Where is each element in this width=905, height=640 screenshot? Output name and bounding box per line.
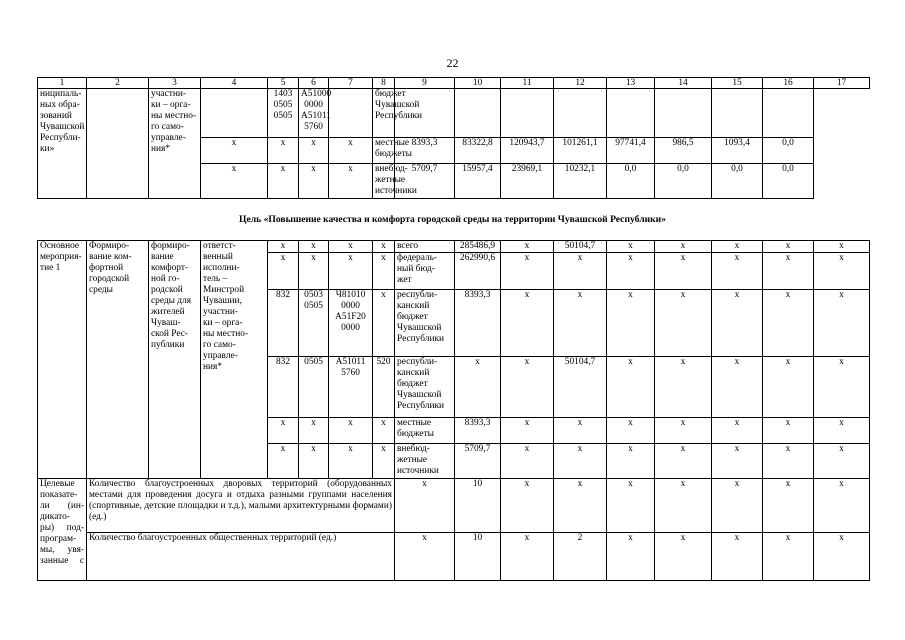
cell-c7: x: [299, 164, 329, 199]
value-cell: 285486,9: [455, 241, 501, 253]
cell-line: А51000: [301, 89, 332, 99]
value-cell: 0,0: [763, 164, 814, 199]
table-main-activity: [37, 240, 870, 581]
cell-line: ответст-: [203, 241, 236, 251]
cell-c8: x: [373, 253, 395, 290]
cell-c5: x: [268, 418, 299, 444]
cell-line: Целевые: [40, 479, 75, 489]
cell-c5: x: [201, 164, 268, 199]
value-cell: 0,0: [763, 138, 814, 164]
value-cell: 23969,1: [501, 164, 554, 199]
cell-c5: 832: [268, 290, 299, 357]
value-cell: x: [763, 418, 814, 444]
cell-line: А51F20: [335, 312, 366, 322]
cell-line: ной го-: [151, 274, 180, 284]
cell-c8: x: [373, 241, 395, 253]
cell-c1: [38, 241, 87, 479]
value-cell: x: [763, 357, 814, 418]
cell-line: показате-: [40, 490, 78, 500]
cell-line: Минстрой: [203, 285, 245, 295]
value-cell: x: [501, 479, 554, 533]
value-cell: x: [712, 253, 763, 290]
cell-line: ки»: [40, 144, 55, 154]
table-row: [38, 241, 870, 253]
cell-c7: [299, 89, 332, 138]
cell-c7: [329, 357, 373, 418]
value-cell: 5709,7: [395, 164, 455, 199]
header-cell: 15: [712, 78, 763, 89]
value-cell: x: [814, 533, 870, 581]
cell-line: Чувашской: [397, 323, 442, 333]
value-cell: x: [655, 253, 712, 290]
cell-line: ны местно-: [203, 329, 249, 339]
cell-c7: x: [329, 444, 373, 479]
indicator-row: [38, 533, 870, 581]
header-cell: 17: [814, 78, 870, 89]
cell-line: среды: [89, 285, 113, 295]
cell-c8: 520: [373, 357, 395, 418]
cell-c2: [38, 89, 87, 199]
cell-line: местные: [375, 138, 410, 148]
cell-c8: x: [329, 138, 373, 164]
cell-line: родской: [151, 285, 183, 295]
value-cell: 83322,8: [455, 138, 501, 164]
cell-line: бюджеты: [397, 429, 434, 439]
cell-line: 5760: [304, 122, 323, 132]
cell-line: Чуваш-: [151, 318, 181, 328]
cell-line: дикато-: [40, 512, 70, 522]
cell-c3: [149, 241, 201, 479]
value-cell: x: [501, 290, 554, 357]
value-cell: 5709,7: [455, 444, 501, 479]
cell-line: ки – орга-: [151, 100, 191, 110]
cell-c6: x: [299, 418, 329, 444]
value-cell: x: [712, 479, 763, 533]
header-cell: 13: [607, 78, 655, 89]
value-cell: 97741,4: [607, 138, 655, 164]
cell-c7: x: [329, 418, 373, 444]
value-cell: 101261,1: [554, 138, 607, 164]
goal-title: Цель «Повышение качества и комфорта городской среды на территории Чувашской Республики»: [239, 214, 666, 225]
value-cell: 262990,6: [455, 253, 501, 290]
value-cell: x: [501, 253, 554, 290]
cell-line: ли (ин-: [40, 501, 84, 511]
cell-line: канский: [397, 301, 430, 311]
value-cell: 120943,7: [501, 138, 554, 164]
cell-line: местные: [397, 418, 432, 428]
value-cell: x: [814, 444, 870, 479]
cell-line: республи-: [397, 290, 438, 300]
value-cell: x: [655, 533, 712, 581]
value-cell: 8393,3: [455, 290, 501, 357]
cell-line: мероприя-: [40, 252, 82, 262]
header-cell: 9: [395, 78, 455, 89]
value-cell: x: [814, 418, 870, 444]
cell-c8: x: [329, 164, 373, 199]
value-cell: x: [814, 479, 870, 533]
cell-line: ных обра-: [40, 100, 80, 110]
cell-c9: [373, 89, 423, 138]
cell-line: вание: [151, 252, 174, 262]
value-cell: x: [763, 533, 814, 581]
cell-c6: x: [299, 241, 329, 253]
cell-c9: [373, 164, 417, 199]
value-cell: 50104,7: [554, 357, 607, 418]
value-cell: x: [763, 290, 814, 357]
cell-line: участни-: [151, 89, 186, 99]
value-cell: x: [395, 533, 455, 581]
header-cell: 6: [299, 78, 329, 89]
cell-c8: x: [373, 418, 395, 444]
cell-line: ния*: [203, 362, 223, 372]
cell-c9: [395, 241, 455, 253]
cell-c5: x: [268, 444, 299, 479]
value-cell: x: [607, 357, 655, 418]
value-cell: x: [655, 290, 712, 357]
value-cell: x: [501, 357, 554, 418]
header-cell: 7: [329, 78, 373, 89]
header-cell: 1: [38, 78, 87, 89]
cell-line: 1403: [273, 89, 293, 99]
cell-line: зований: [40, 111, 72, 121]
value-cell: x: [455, 357, 501, 418]
cell-line: Республики: [397, 334, 445, 344]
cell-line: среды для: [151, 296, 192, 306]
value-cell: x: [814, 253, 870, 290]
indicator-text: Количество благоустроенных дворовых территорий (оборудованных местами для проведения досуга и отдыха разными группами населения (спортивные, детские площадки и т.д.), малыми архитектурными формами) (ед.): [87, 479, 395, 533]
value-cell: 15957,4: [455, 164, 501, 199]
value-cell: x: [607, 444, 655, 479]
cell-c2: [87, 241, 149, 479]
value-cell: x: [655, 241, 712, 253]
cell-c6: x: [299, 253, 329, 290]
value-cell: x: [655, 418, 712, 444]
value-cell: x: [712, 290, 763, 357]
cell-c3: [87, 89, 149, 199]
value-cell: x: [814, 241, 870, 253]
cell-c5: x: [268, 253, 299, 290]
indicator-text: Количество благоустроенных общественных территорий (ед.): [87, 533, 395, 581]
header-cell: 2: [87, 78, 149, 89]
cell-line: жет: [397, 275, 412, 285]
cell-line: жетные: [375, 175, 406, 185]
cell-line: канский: [397, 368, 430, 378]
value-cell: x: [607, 253, 655, 290]
value-cell: x: [655, 444, 712, 479]
cell-line: го само-: [203, 340, 236, 350]
cell-line: тель –: [203, 274, 228, 284]
cell-line: 0503: [304, 290, 323, 300]
cell-c9: [395, 290, 455, 357]
value-cell: 8393,3: [395, 138, 455, 164]
cell-line: республи-: [397, 357, 438, 367]
cell-c7: [329, 290, 373, 357]
cell-line: жетные: [397, 455, 428, 465]
value-cell: x: [554, 253, 607, 290]
cell-c8: x: [373, 444, 395, 479]
cell-line: А51011: [301, 111, 331, 121]
header-cell: 5: [268, 78, 299, 89]
header-cell: 14: [655, 78, 712, 89]
value-cell: x: [763, 479, 814, 533]
cell-line: 0505: [304, 357, 323, 367]
cell-c6: [299, 290, 329, 357]
value-cell: 0,0: [712, 164, 763, 199]
cell-line: внебюд-: [375, 164, 408, 174]
cell-line: комфорт-: [151, 263, 189, 273]
cell-line: 0000: [341, 301, 360, 311]
header-cell: 4: [201, 78, 268, 89]
cell-c6: x: [299, 444, 329, 479]
value-cell: x: [554, 444, 607, 479]
cell-line: Чувашии,: [203, 296, 242, 306]
cell-line: формиро-: [151, 241, 190, 251]
cell-line: го само-: [151, 122, 184, 132]
cell-c5: 832: [268, 357, 299, 418]
cell-line: ния*: [151, 144, 171, 154]
cell-c9: [373, 138, 412, 164]
cell-c9: [395, 357, 455, 418]
cell-line: внебюд-: [397, 444, 430, 454]
cell-line: Республики: [375, 111, 423, 121]
cell-indicators-label: [38, 479, 87, 581]
cell-line: 0505: [273, 100, 293, 110]
cell-c5: x: [201, 138, 268, 164]
cell-c6: [299, 357, 329, 418]
header-cell: 11: [501, 78, 554, 89]
value-cell: x: [712, 533, 763, 581]
cell-line: бюджеты: [375, 149, 412, 159]
cell-line: участни-: [203, 307, 238, 317]
cell-line: 5760: [341, 368, 360, 378]
value-cell: x: [712, 241, 763, 253]
cell-line: публики: [151, 340, 185, 350]
cell-line: 0505: [273, 111, 293, 121]
value-cell: 1093,4: [712, 138, 763, 164]
cell-c9: [395, 253, 455, 290]
value-cell: x: [501, 241, 554, 253]
value-cell: x: [607, 533, 655, 581]
indicator-row: [38, 479, 870, 533]
cell-c9: [395, 418, 455, 444]
cell-line: А51011: [335, 357, 366, 367]
value-cell: x: [712, 444, 763, 479]
cell-line: источники: [375, 186, 417, 196]
value-cell: 986,5: [655, 138, 712, 164]
header-cell: 8: [373, 78, 395, 89]
cell-line: 0505: [304, 301, 323, 311]
cell-c5: x: [268, 241, 299, 253]
value-cell: 10: [455, 533, 501, 581]
value-cell: 2: [554, 533, 607, 581]
cell-line: ры) под-: [40, 523, 84, 533]
cell-line: жителей: [151, 307, 185, 317]
cell-line: вание ком-: [89, 252, 132, 262]
cell-line: венный: [203, 252, 233, 262]
cell-line: бюджет: [375, 89, 406, 99]
cell-c4: [149, 89, 201, 199]
cell-c7: x: [329, 241, 373, 253]
value-cell: x: [763, 241, 814, 253]
value-cell: 0,0: [655, 164, 712, 199]
cell-line: Чувашской: [40, 122, 85, 132]
cell-line: бюджет: [397, 312, 428, 322]
cell-line: Чувашской: [375, 100, 420, 110]
value-cell: x: [712, 357, 763, 418]
cell-line: ской Рес-: [151, 329, 189, 339]
value-cell: x: [607, 241, 655, 253]
cell-line: мы, увя-: [40, 545, 84, 555]
cell-c6: x: [268, 164, 299, 199]
value-cell: x: [501, 533, 554, 581]
cell-c7: x: [329, 253, 373, 290]
header-cell: 12: [554, 78, 607, 89]
cell-line: Республи-: [40, 133, 81, 143]
cell-line: бюджет: [397, 379, 428, 389]
cell-c8: x: [373, 290, 395, 357]
value-cell: x: [501, 444, 554, 479]
cell-line: Чувашской: [397, 390, 442, 400]
value-cell: x: [501, 418, 554, 444]
cell-line: 0000: [341, 323, 360, 333]
cell-line: Ч81010: [335, 290, 366, 300]
cell-line: управле-: [151, 133, 186, 143]
cell-c6: [268, 89, 299, 138]
value-cell: x: [554, 479, 607, 533]
value-cell: x: [607, 479, 655, 533]
page-number: 22: [446, 56, 459, 70]
value-cell: 0,0: [607, 164, 655, 199]
value-cell: x: [712, 418, 763, 444]
value-cell: 10232,1: [554, 164, 607, 199]
cell-line: городской: [89, 274, 130, 284]
value-cell: x: [607, 290, 655, 357]
cell-c4: [201, 241, 268, 479]
cell-line: ны местно-: [151, 111, 197, 121]
cell-c9: [395, 444, 455, 479]
cell-c8: [329, 89, 373, 138]
cell-line: фортной: [89, 263, 124, 273]
value-cell: x: [607, 418, 655, 444]
cell-line: источники: [397, 466, 439, 476]
cell-line: ки – орга-: [203, 318, 243, 328]
header-cell: 10: [455, 78, 501, 89]
value-cell: 50104,7: [554, 241, 607, 253]
cell-c6: x: [268, 138, 299, 164]
cell-line: управле-: [203, 351, 238, 361]
value-cell: 10: [455, 479, 501, 533]
cell-line: тие 1: [40, 263, 61, 273]
value-cell: x: [763, 253, 814, 290]
cell-c5: [201, 89, 268, 138]
cell-line: всего: [397, 241, 419, 251]
value-cell: x: [814, 290, 870, 357]
cell-line: Основное: [40, 241, 80, 251]
cell-line: 0000: [304, 100, 323, 110]
value-cell: x: [554, 290, 607, 357]
cell-line: ниципаль-: [40, 89, 82, 99]
value-cell: x: [655, 357, 712, 418]
value-cell: x: [395, 479, 455, 533]
table-continuation: [37, 77, 870, 199]
header-cell: 16: [763, 78, 814, 89]
value-cell: x: [554, 418, 607, 444]
value-cell: 8393,3: [455, 418, 501, 444]
value-cell: x: [655, 479, 712, 533]
header-row: [38, 78, 870, 89]
cell-line: исполни-: [203, 263, 240, 273]
cell-line: Формиро-: [89, 241, 130, 251]
cell-c7: x: [299, 138, 329, 164]
cell-line: занные с: [40, 556, 84, 566]
value-cell: x: [814, 357, 870, 418]
cell-line: федераль-: [397, 253, 438, 263]
cell-line: програм-: [40, 534, 77, 544]
header-cell: 3: [149, 78, 201, 89]
table-row: [38, 89, 870, 138]
value-cell: x: [763, 444, 814, 479]
cell-line: ный бюд-: [397, 264, 435, 274]
cell-line: Республики: [397, 401, 445, 411]
